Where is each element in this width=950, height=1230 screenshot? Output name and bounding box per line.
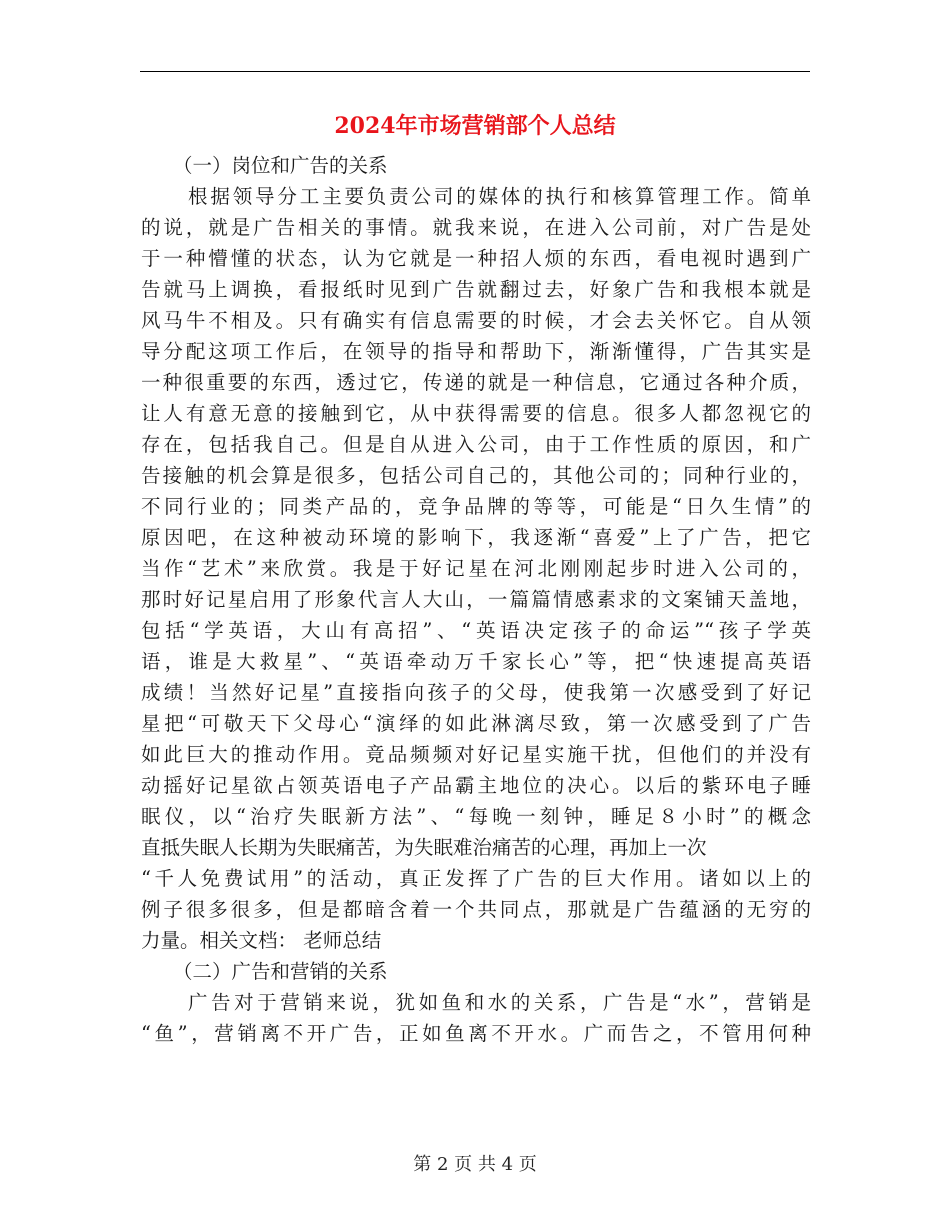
section-heading: （二）广告和营销的关系 — [173, 960, 388, 983]
paragraph-line: “千人免费试用”的活动，真正发挥了广告的巨大作用。诸如以上的 — [141, 867, 811, 890]
paragraph-line: 告就马上调换，看报纸时见到广告就翻过去，好象广告和我根本就是 — [141, 278, 811, 301]
paragraph-line: 存在，包括我自己。但是自从进入公司，由于工作性质的原因，和广 — [141, 433, 811, 456]
paragraph-line: 语，谁是大救星”、“英语牵动万千家长心”等，把“快速提高英语 — [141, 650, 811, 673]
paragraph-line: 一种很重要的东西，透过它，传递的就是一种信息，它通过各种介质， — [141, 371, 811, 394]
paragraph-line: 眠仪，以“治疗失眠新方法”、“每晚一刻钟，睡足８小时”的概念 — [141, 805, 811, 828]
paragraph-line: 那时好记星启用了形象代言人大山，一篇篇情感素求的文案铺天盖地， — [141, 588, 811, 611]
paragraph-line: 导分配这项工作后，在领导的指导和帮助下，渐渐懂得，广告其实是 — [141, 340, 811, 363]
paragraph-line: 让人有意无意的接触到它，从中获得需要的信息。很多人都忽视它的 — [141, 402, 811, 425]
paragraph-line: 星把“可敬天下父母心“演绎的如此淋漓尽致，第一次感受到了广告 — [141, 712, 811, 735]
paragraph-line: 原因吧，在这种被动环境的影响下，我逐渐“喜爱”上了广告，把它 — [141, 526, 811, 549]
paragraph-line: 风马牛不相及。只有确实有信息需要的时候，才会去关怀它。自从领 — [141, 309, 811, 332]
paragraph-line: 例子很多很多，但是都暗含着一个共同点，那就是广告蕴涵的无穷的 — [141, 898, 811, 921]
paragraph-line: 于一种懵懂的状态，认为它就是一种招人烦的东西，看电视时遇到广 — [141, 247, 811, 270]
paragraph-line: 包括“学英语，大山有高招”、“英语决定孩子的命运”“孩子学英 — [141, 619, 811, 642]
paragraph-line: 如此巨大的推动作用。竟品频频对好记星实施干扰，但他们的并没有 — [141, 743, 811, 766]
section-heading: （一）岗位和广告的关系 — [173, 154, 388, 177]
paragraph-line: 直抵失眠人长期为失眠痛苦，为失眠难治痛苦的心理，再加上一次 — [141, 836, 707, 859]
document-title: 2024年市场营销部个人总结 — [334, 113, 616, 139]
document-body — [141, 150, 811, 1049]
paragraph-line: 力量。相关文档： 老师总结 — [141, 929, 382, 952]
header-rule — [140, 71, 810, 72]
paragraph-line: 告接触的机会算是很多，包括公司自己的，其他公司的；同种行业的， — [141, 464, 811, 487]
paragraph-line: 成绩！当然好记星”直接指向孩子的父母，使我第一次感受到了好记 — [141, 681, 811, 704]
page-number-footer: 第 2 页 共 4 页 — [413, 1154, 537, 1175]
paragraph-line: 当作“艺术”来欣赏。我是于好记星在河北刚刚起步时进入公司的， — [141, 557, 811, 580]
paragraph-line: “鱼”，营销离不开广告，正如鱼离不开水。广而告之，不管用何种 — [141, 1022, 811, 1045]
paragraph-line: 不同行业的；同类产品的，竞争品牌的等等，可能是“日久生情”的 — [141, 495, 811, 518]
paragraph-line: 广告对于营销来说，犹如鱼和水的关系，广告是“水”，营销是 — [188, 991, 811, 1014]
paragraph-line: 根据领导分工主要负责公司的媒体的执行和核算管理工作。简单 — [188, 185, 811, 208]
paragraph-line: 动摇好记星欲占领英语电子产品霸主地位的决心。以后的紫环电子睡 — [141, 774, 811, 797]
paragraph-line: 的说，就是广告相关的事情。就我来说，在进入公司前，对广告是处 — [141, 216, 811, 239]
